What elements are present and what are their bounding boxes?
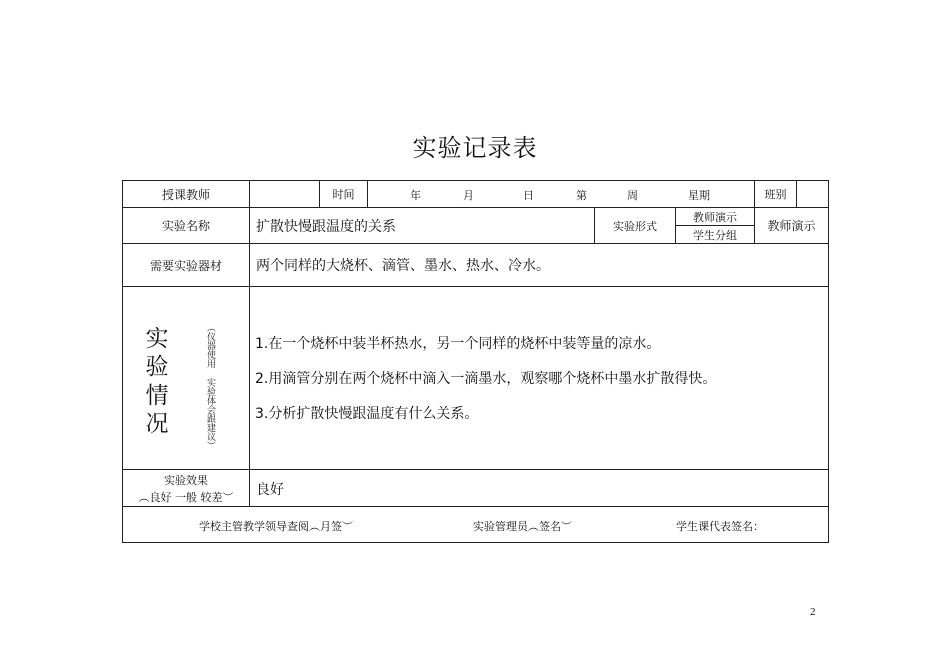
experiment-form-value: 教师演示: [767, 219, 816, 233]
experiment-form-option-student: 学生分组: [693, 228, 737, 242]
situation-char-3: 情: [145, 382, 169, 409]
page-title: 实验记录表: [412, 134, 538, 162]
class-value: [797, 181, 828, 207]
step-3: 3.分析扩散快慢跟温度有什么关系。: [255, 406, 479, 422]
year-label: 年: [410, 189, 421, 202]
weekday-label: 星期: [688, 189, 710, 202]
experiment-situation-label: [140, 328, 174, 436]
equipment-label: 需要实验器材: [149, 258, 222, 273]
situation-char-2: 验: [145, 354, 169, 381]
effect-label-line2: ︵良好 一般 较差︶: [138, 491, 234, 504]
experiment-form-option-teacher: 教师演示: [693, 210, 737, 224]
day-label: 日: [523, 189, 534, 202]
step-2: 2.用滴管分别在两个烧杯中滴入一滴墨水，观察哪个烧杯中墨水扩散得快。: [255, 371, 717, 387]
experiment-name-value: 扩散快慢跟温度的关系: [256, 218, 396, 235]
situation-char-1: 实: [145, 326, 169, 352]
time-label: 时间: [332, 188, 355, 201]
teacher-label: 授课教师: [161, 187, 210, 202]
principal-sign-field: 学校主管教学领导查阅︵月签︶: [199, 520, 353, 533]
situation-side-note: （仪器使用 实验体会跟建议）: [204, 323, 215, 450]
equipment-value: 两个同样的大烧杯、滴管、墨水、热水、冷水。: [256, 258, 550, 274]
effect-label-line1: 实验效果: [164, 474, 208, 487]
page-number: 2: [810, 606, 816, 618]
manager-sign-field: 实验管理员︵签名︶: [473, 520, 572, 533]
student-sign-field: 学生课代表签名：: [676, 520, 764, 533]
experiment-form-label: 实验形式: [613, 219, 657, 233]
month-label: 月: [463, 189, 474, 202]
step-1: 1.在一个烧杯中装半杯热水，另一个同样的烧杯中装等量的凉水。: [255, 336, 661, 352]
week-prefix-label: 第: [576, 189, 587, 202]
week-unit-label: 周: [627, 189, 638, 202]
effect-value: 良好: [256, 482, 284, 498]
class-label: 班别: [764, 188, 787, 201]
experiment-name-label: 实验名称: [161, 219, 210, 233]
teacher-value: [250, 181, 319, 207]
situation-char-4: 况: [145, 410, 169, 437]
